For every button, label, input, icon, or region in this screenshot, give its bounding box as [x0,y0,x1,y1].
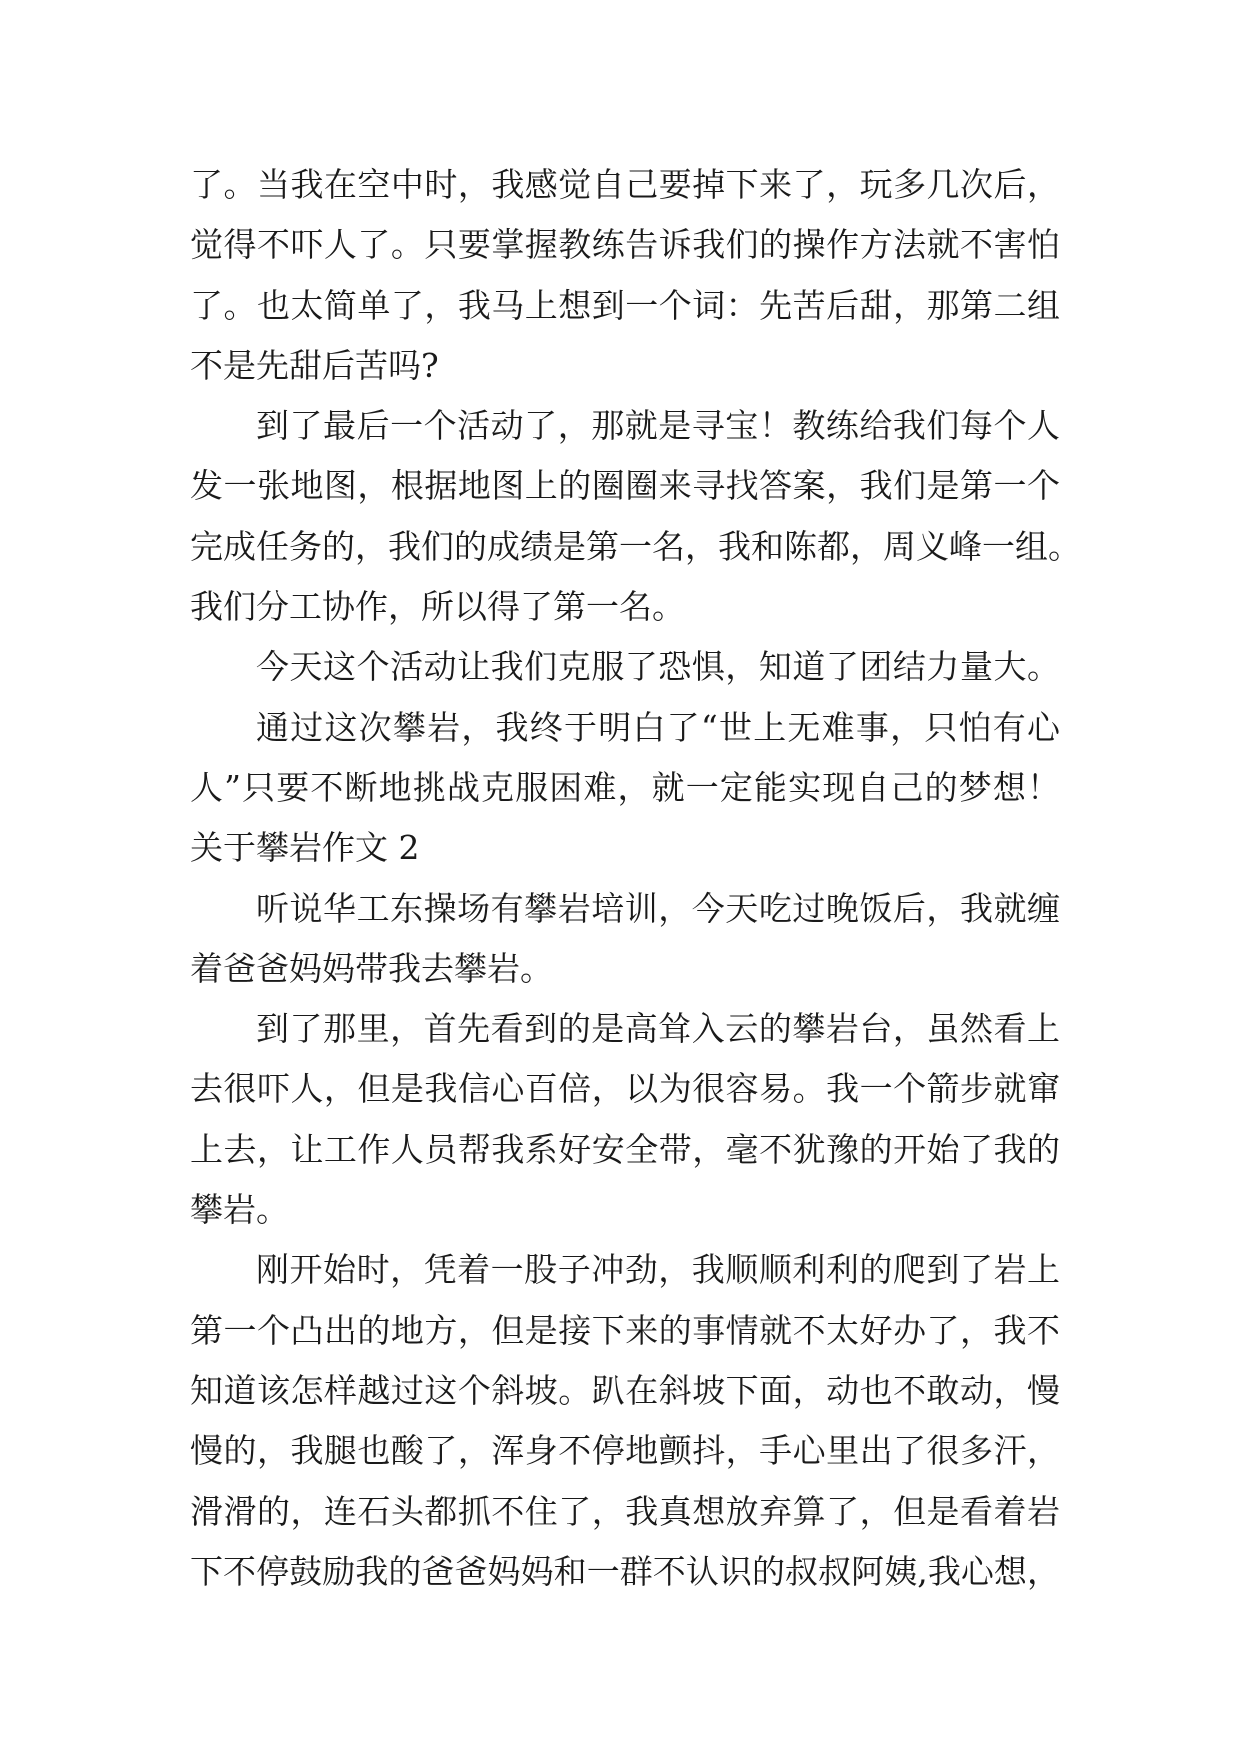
text-line: 完成任务的，我们的成绩是第一名，我和陈都，周义峰一组。 [190,526,1081,566]
text-line: 下不停鼓励我的爸爸妈妈和一群不认识的叔叔阿姨,我心想， [190,1551,1060,1591]
essay-text [190,155,1081,1602]
text-line: 慢的，我腿也酸了，浑身不停地颤抖，手心里出了很多汗， [190,1431,1060,1471]
text-line: 知道该怎样越过这个斜坡。趴在斜坡下面，动也不敢动，慢 [190,1370,1060,1410]
paragraph-first-line: 到了那里，首先看到的是高耸入云的攀岩台，虽然看上 [256,1009,1060,1049]
text-line: 发一张地图，根据地图上的圈圈来寻找答案，我们是第一个 [190,466,1060,506]
text-line: 不是先甜后苦吗? [190,345,439,385]
paragraph-first-line: 刚开始时，凭着一股子冲劲，我顺顺利利的爬到了岩上 [256,1250,1060,1290]
text-line: 第一个凸出的地方，但是接下来的事情就不太好办了，我不 [190,1310,1060,1350]
paragraph-first-line: 到了最后一个活动了，那就是寻宝！教练给我们每个人 [256,406,1060,446]
paragraph-first-line: 今天这个活动让我们克服了恐惧，知道了团结力量大。 [256,647,1060,687]
paragraph-first-line: 通过这次攀岩，我终于明白了“世上无难事，只怕有心 [256,707,1060,747]
paragraph-first-line: 听说华工东操场有攀岩培训，今天吃过晚饭后，我就缠 [256,888,1060,928]
text-line: 我们分工协作，所以得了第一名。 [190,587,685,627]
text-line: 了。当我在空中时，我感觉自己要掉下来了，玩多几次后， [190,165,1060,204]
text-line: 上去，让工作人员帮我系好安全带，毫不犹豫的开始了我的 [190,1129,1060,1169]
text-line: 去很吓人，但是我信心百倍，以为很容易。我一个箭步就窜 [190,1069,1060,1109]
text-line: 滑滑的，连石头都抓不住了，我真想放弃算了，但是看着岩 [190,1491,1060,1531]
text-line: 了。也太简单了，我马上想到一个词：先苦后甜，那第二组 [190,285,1060,325]
text-line: 人”只要不断地挑战克服困难，就一定能实现自己的梦想！ [190,767,1060,807]
text-line: 觉得不吓人了。只要掌握教练告诉我们的操作方法就不害怕 [190,225,1060,265]
text-line: 着爸爸妈妈带我去攀岩。 [190,948,553,988]
text-line: 攀岩。 [190,1190,289,1230]
section-heading: 关于攀岩作文 2 [190,828,420,868]
